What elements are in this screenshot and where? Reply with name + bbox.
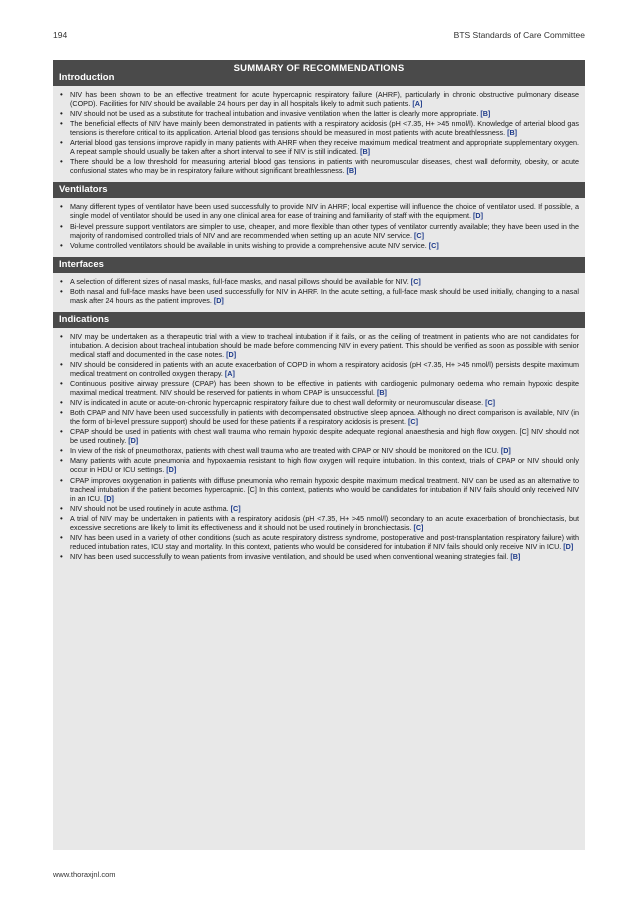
- introduction-list: [53, 86, 585, 178]
- evidence-grade: [D]: [213, 295, 224, 305]
- recommendation-text: NIV may be undertaken as a therapeutic trial with a view to tracheal intubation if it fails, or as the ceiling of treatment in patients who are not candidates for intubation. A decision about tracheal intubation should be made before commencing NIV in every patient. This should be verified as soon as possible with senior medical staff and documented in the case notes.: [70, 331, 579, 359]
- recommendation-text: NIV should be considered in patients with an acute exacerbation of COPD in whom a respiratory acidosis (pH <7.35, H+ >45 nmol/l) persists despite maximum medical treatment on controlled oxygen therapy.: [70, 359, 579, 378]
- recommendation-text: Continuous positive airway pressure (CPAP) has been shown to be effective in patients with cardiogenic pulmonary oedema who remain hypoxic despite maximal medical treatment. NIV should be reserved for patients in whom CPAP is unsuccessful.: [70, 379, 579, 398]
- recommendations-box: [53, 60, 585, 850]
- recommendation-text: NIV has been used in a variety of other conditions (such as acute respiratory distress syndrome, postoperative and post-transplantation respiratory failure) with reduced intubation rates, ICU stay and mortality. In this context, patients who would be considered for intubation if NIV fails should only receive NIV in ICU.: [70, 532, 579, 551]
- recommendation-text: Both nasal and full-face masks have been used successfully for NIV in AHRF. In the acute setting, a full-face mask should be used initially, changing to a nasal mask after 24 hours as the patient improves.: [70, 286, 579, 305]
- recommendation-text: Many different types of ventilator have been used successfully to provide NIV in AHRF; local expertise will influence the choice of ventilator used. If possible, a single model of ventilator should be used in any one clinical area for ease of training and familiarity of staff with the equipment.: [70, 202, 579, 221]
- recommendation-item: [59, 222, 579, 240]
- recommendation-item: [59, 109, 579, 118]
- evidence-grade: [D]: [500, 446, 511, 456]
- evidence-grade: [C]: [485, 398, 496, 408]
- recommendation-text: NIV has been shown to be an effective treatment for acute hypercapnic respiratory failure (AHRF), particularly in chronic obstructive pulmonary disease (COPD). Facilities for NIV should be available 24 hours per day in all hospitals likely to admit such patients.: [70, 90, 579, 109]
- recommendation-text: Volume controlled ventilators should be available in units wishing to provide a comprehensive acute NIV service.: [70, 240, 427, 250]
- ventilators-list: [53, 198, 585, 252]
- recommendation-text: A trial of NIV may be undertaken in patients with a respiratory acidosis (pH <7.35, H+ >45 nmol/l) secondary to an acute exacerbation of bronchiectasis, but excessive secretions are likely to limit its effectiveness and it should not be used routinely in bronchiectasis.: [70, 513, 579, 532]
- recommendation-item: [59, 504, 579, 513]
- recommendation-item: [59, 427, 579, 445]
- section-title-interfaces: Interfaces: [53, 257, 585, 273]
- recommendation-item: [59, 202, 579, 220]
- recommendation-item: [59, 456, 579, 474]
- page-number: 194: [53, 30, 68, 40]
- recommendation-text: Many patients with acute pneumonia and hypoxaemia resistant to high flow oxygen will require intubation. In this context, trials of CPAP or NIV should only occur in HDU or ICU settings.: [70, 456, 579, 475]
- recommendation-item: [59, 157, 579, 175]
- recommendation-text: Bi-level pressure support ventilators are simpler to use, cheaper, and more flexible than other types of ventilator currently available; they have been used in the majority of randomised controlled trials of NIV and are recommended when setting up an acute NIV service.: [70, 221, 579, 240]
- recommendation-text: CPAP improves oxygenation in patients with diffuse pneumonia who remain hypoxic despite maximum medical treatment. NIV can be used as an alternative to tracheal intubation if the patient becomes hypercapnic. [C] In this context, patients who would be candidates for intubation if NIV fails should only received NIV in an ICU.: [70, 475, 579, 503]
- recommendation-item: [59, 446, 579, 455]
- evidence-grade: [D]: [128, 436, 139, 446]
- evidence-grade: [A]: [412, 99, 423, 109]
- recommendation-text: CPAP should be used in patients with chest wall trauma who remain hypoxic despite adequate regional anaesthesia and high flow oxygen. [C] NIV should not be used routinely.: [70, 427, 579, 446]
- recommendation-item: [59, 476, 579, 503]
- evidence-grade: [B]: [510, 551, 521, 561]
- evidence-grade: [B]: [507, 128, 518, 138]
- evidence-grade: [D]: [473, 211, 483, 221]
- recommendation-item: [59, 287, 579, 305]
- recommendation-item: [59, 514, 579, 532]
- evidence-grade: [A]: [224, 368, 235, 378]
- recommendation-item: [59, 379, 579, 397]
- recommendation-item: [59, 277, 579, 286]
- section-title-indications: Indications: [53, 312, 585, 328]
- evidence-grade: [C]: [407, 417, 418, 427]
- interfaces-list: [53, 273, 585, 308]
- recommendation-text: Arterial blood gas tensions improve rapidly in many patients with AHRF when they receive maximum medical treatment and appropriate supplementary oxygen. A repeat sample should usually be taken after a short interval to see if NIV is still indicated.: [70, 138, 579, 157]
- page-header: [53, 30, 585, 44]
- evidence-grade: [C]: [413, 522, 424, 532]
- recommendation-item: [59, 533, 579, 551]
- recommendation-item: [59, 241, 579, 250]
- evidence-grade: [B]: [480, 109, 491, 119]
- section-title-ventilators: Ventilators: [53, 182, 585, 198]
- recommendation-text: NIV is indicated in acute or acute-on-chronic hypercapnic respiratory failure due to chest wall deformity or neuromuscular disease.: [70, 398, 484, 408]
- evidence-grade: [D]: [563, 541, 574, 551]
- recommendation-item: [59, 138, 579, 156]
- recommendation-item: [59, 398, 579, 407]
- recommendation-item: [59, 119, 579, 137]
- evidence-grade: [C]: [230, 503, 241, 513]
- evidence-grade: [D]: [103, 493, 114, 503]
- recommendation-item: [59, 332, 579, 359]
- recommendation-item: [59, 360, 579, 378]
- recommendation-item: [59, 408, 579, 426]
- recommendation-text: NIV should not be used routinely in acute asthma.: [70, 503, 229, 513]
- recommendation-text: In view of the risk of pneumothorax, patients with chest wall trauma who are treated with CPAP or NIV should be monitored on the ICU.: [70, 446, 499, 456]
- evidence-grade: [B]: [376, 388, 387, 398]
- section-title-introduction: Introduction: [59, 72, 115, 83]
- evidence-grade: [B]: [360, 147, 371, 157]
- recommendation-item: [59, 552, 579, 561]
- indications-list: [53, 328, 585, 564]
- recommendation-text: The beneficial effects of NIV have mainly been demonstrated in patients with a respiratory acidosis (pH <7.35, H+ >45 nmol/l). Knowledge of arterial blood gas tensions is therefore critical to its application. Arterial blood gas tensions should be measured in most patients with acute breathlessness.: [70, 119, 579, 138]
- evidence-grade: [C]: [428, 240, 439, 250]
- evidence-grade: [D]: [226, 349, 237, 359]
- footer-url: www.thoraxjnl.com: [53, 870, 116, 879]
- summary-title: SUMMARY OF RECOMMENDATIONS: [233, 63, 405, 74]
- running-title: BTS Standards of Care Committee: [453, 30, 585, 40]
- evidence-grade: [C]: [413, 230, 424, 240]
- summary-header-bar: [53, 60, 585, 86]
- evidence-grade: [D]: [166, 465, 177, 475]
- recommendation-item: [59, 90, 579, 108]
- recommendation-text: A selection of different sizes of nasal masks, full-face masks, and nasal pillows should be available for NIV.: [70, 276, 409, 286]
- recommendation-text: Both CPAP and NIV have been used successfully in patients with decompensated obstructive sleep apnoea. Although no direct comparison is available, NIV (in the form of bi-level pressure support) should be used for these patients if a respiratory acidosis is present.: [70, 408, 579, 427]
- evidence-grade: [C]: [410, 276, 421, 286]
- recommendation-text: NIV should not be used as a substitute for tracheal intubation and invasive ventilation when the latter is clearly more appropriate.: [70, 109, 479, 119]
- recommendation-text: NIV has been used successfully to wean patients from invasive ventilation, and should be used when conventional weaning strategies fail.: [70, 551, 509, 561]
- recommendation-text: There should be a low threshold for measuring arterial blood gas tensions in patients with neuromuscular diseases, chest wall deformity, obesity, or acute confusional states who may be in respiratory failure without significant breathlessness.: [70, 157, 579, 176]
- evidence-grade: [B]: [346, 166, 357, 176]
